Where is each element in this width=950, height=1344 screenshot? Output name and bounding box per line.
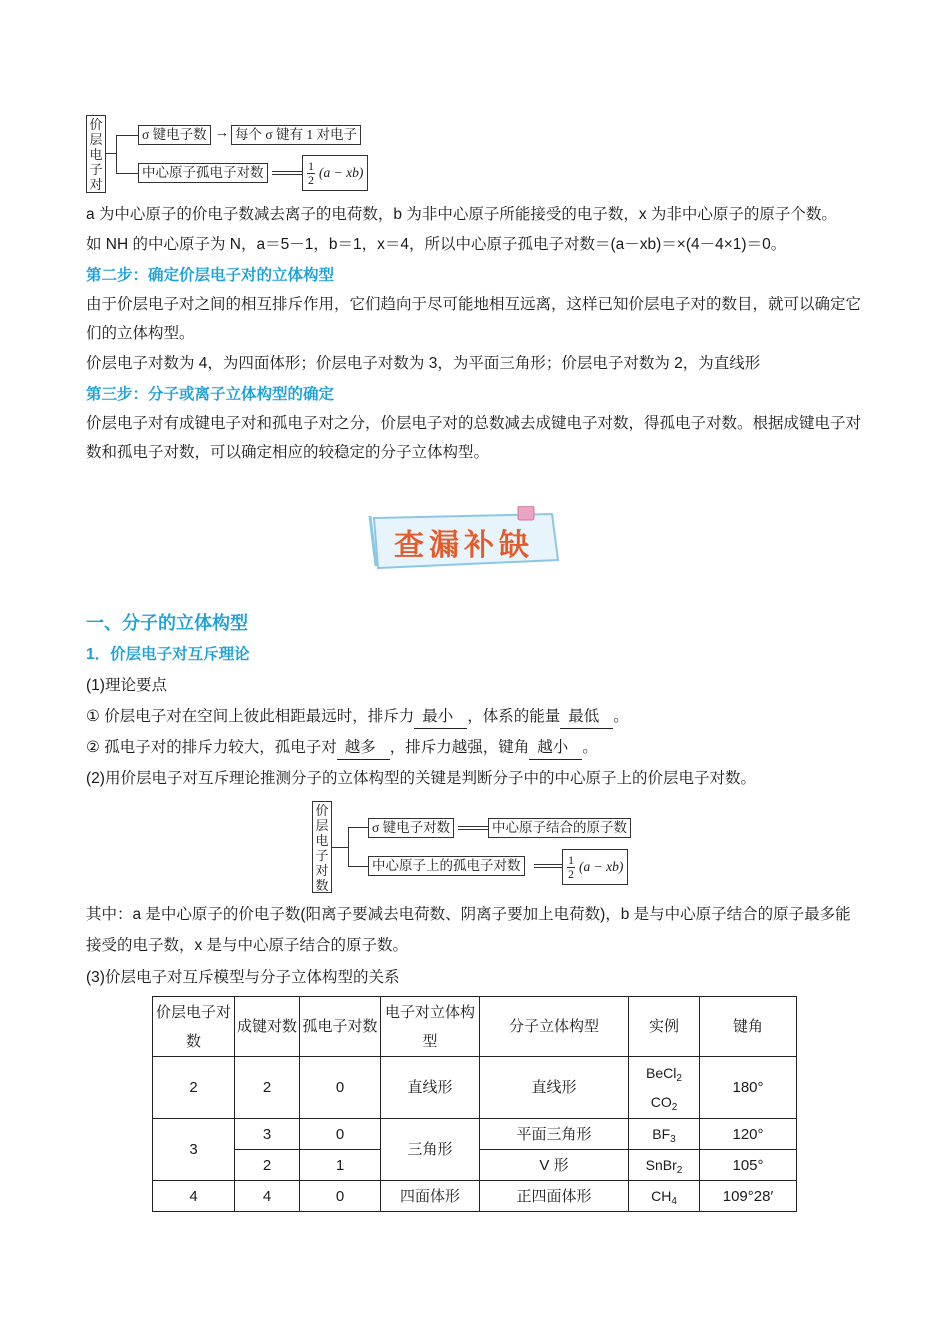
diagram2-lone-box: 中心原子上的孤电子对数 bbox=[368, 856, 525, 876]
header-cell: 实例 bbox=[629, 997, 700, 1057]
paragraph-repulsion: 由于价层电子对之间的相互排斥作用，它们趋向于尽可能地相互远离，这样已知价层电子对的数目，就可以确定它们的立体构型。 bbox=[86, 296, 862, 342]
diagram1-lone-box: 中心原子孤电子对数 bbox=[138, 163, 268, 183]
valence-pair-diagram-1 bbox=[86, 115, 386, 195]
blank-answer: 最低 bbox=[560, 706, 613, 729]
diagram2-fraction: 1 2 (a − xb) bbox=[562, 849, 628, 885]
valence-pair-diagram-2 bbox=[312, 801, 642, 893]
subtitle-theory-points: (1)理论要点 bbox=[86, 677, 167, 694]
blank-answer: 越多 bbox=[337, 737, 390, 760]
diagram2-sigma-result: 中心原子结合的原子数 bbox=[488, 818, 631, 838]
header-cell: 价层电子对数 bbox=[153, 997, 235, 1057]
paragraph-determine: 价层电子对有成键电子对和孤电子对之分，价层电子对的总数减去成键电子对数，得孤电子对数。根据成键电子对数和孤电子对数，可以确定相应的较稳定的分子立体构型。 bbox=[86, 415, 862, 461]
blank-answer: 最小 bbox=[414, 706, 467, 729]
header-cell: 成键对数 bbox=[235, 997, 300, 1057]
diagram1-sigma-result: 每个 σ 键有 1 对电子 bbox=[231, 125, 361, 145]
bullet-1: ① 价层电子对在空间上彼此相距最远时，排斥力 最小 ，体系的能量 最低 。 bbox=[86, 702, 866, 731]
subtitle-model-relation: (3)价层电子对互斥模型与分子立体构型的关系 bbox=[86, 969, 400, 986]
diagram1-fraction: 1 2 (a − xb) bbox=[302, 155, 368, 191]
diagram1-left-label: 价层电子对 bbox=[86, 115, 106, 193]
banner-label: 查漏补缺 bbox=[394, 528, 534, 563]
table-header-row bbox=[153, 997, 797, 1057]
header-cell: 电子对立体构型 bbox=[381, 997, 480, 1057]
subsection-heading: 1．价层电子对互斥理论 bbox=[86, 646, 250, 663]
paragraph-variables: a 为中心原子的价电子数减去离子的电荷数，b 为非中心原子所能接受的电子数，x 为非中心原子的原子个数。 bbox=[86, 206, 837, 223]
bullet-2: ② 孤电子对的排斥力较大，孤电子对 越多 ，排斥力越强，键角 越小 。 bbox=[86, 733, 866, 762]
header-cell: 键角 bbox=[700, 997, 797, 1057]
table-row: 2 2 0 直线形 直线形 BeCl$_2$ $CO_2$ 180° bbox=[153, 1057, 797, 1119]
table-row: 3 3 0 三角形 平面三角形 $BF_3$ 120° bbox=[153, 1119, 797, 1150]
section-heading: 一、分子的立体构型 bbox=[86, 613, 248, 633]
diagram1-sigma-box: σ 键电子数 bbox=[138, 125, 211, 145]
vsepr-table bbox=[152, 996, 797, 1212]
paragraph-shapes: 价层电子对数为 4，为四面体形；价层电子对数为 3，为平面三角形；价层电子对数为 2，为直线形 bbox=[86, 355, 761, 372]
header-cell: 孤电子对数 bbox=[300, 997, 381, 1057]
right-arrow-icon: → bbox=[215, 126, 229, 141]
header-cell: 分子立体构型 bbox=[480, 997, 629, 1057]
diagram2-left-label: 价层电子对数 bbox=[312, 801, 332, 893]
example-cell: BeCl$_2$ $CO_2$ bbox=[629, 1057, 700, 1119]
step3-title: 第三步：分子或离子立体构型的确定 bbox=[86, 386, 335, 403]
table-row: 2 1 V 形 SnBr$_2$ 105° bbox=[153, 1150, 797, 1181]
paragraph-where: 其中：a 是中心原子的价电子数(阳离子要减去电荷数、阴离子要加上电荷数)，b 是与中心原子结合的原子最多能接受的电子数，x 是与中心原子结合的原子数。 bbox=[86, 906, 851, 954]
check-gaps-banner bbox=[366, 506, 562, 574]
paragraph-example: 如 NH 的中心原子为 N，a＝5－1，b＝1，x＝4，所以中心原子孤电子对数＝(a－xb)＝×(4－4×1)＝0。 bbox=[86, 236, 787, 253]
example-cell: SnBr$_2$ bbox=[629, 1150, 700, 1181]
example-cell: $CH_4$ bbox=[629, 1181, 700, 1212]
example-cell: $BF_3$ bbox=[629, 1119, 700, 1150]
subtitle-key-method: (2)用价层电子对互斥理论推测分子的立体构型的关键是判断分子中的中心原子上的价层电子对数。 bbox=[86, 770, 756, 787]
blank-answer: 越小 bbox=[529, 737, 582, 760]
diagram2-sigma-box: σ 键电子对数 bbox=[368, 818, 454, 838]
table-row: 4 4 0 四面体形 正四面体形 $CH_4$ 109°28′ bbox=[153, 1181, 797, 1212]
step2-title: 第二步：确定价层电子对的立体构型 bbox=[86, 267, 335, 284]
